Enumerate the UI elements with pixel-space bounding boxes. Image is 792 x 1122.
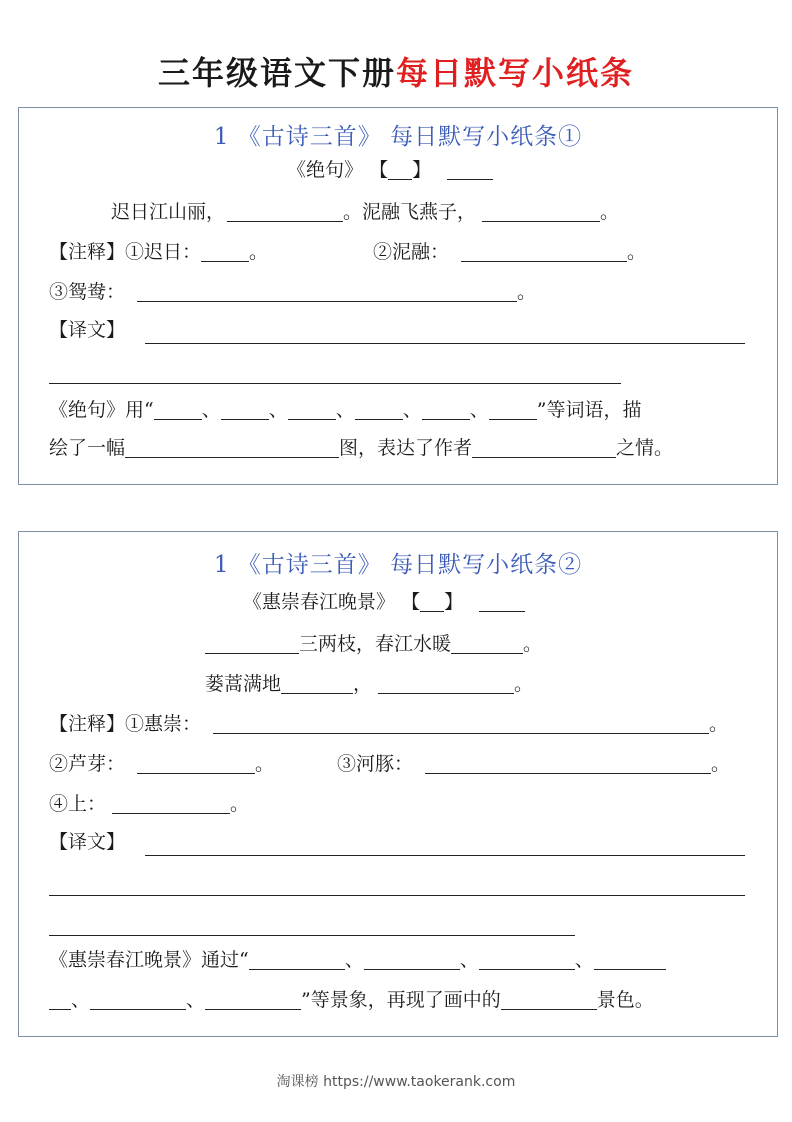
- card-2-note-4-line: [49, 792, 249, 816]
- card-2-note-3-period: 。: [711, 753, 731, 775]
- card-1-verse-period: 。: [600, 201, 620, 223]
- card-2-poem-title: 《惠崇春江晚景》: [243, 591, 396, 613]
- card-2-sep: 、: [459, 949, 479, 971]
- card-2-author-era-blank[interactable]: [420, 591, 444, 612]
- card-2-notes-line: [49, 712, 728, 736]
- card-1-note-3-blank[interactable]: [137, 281, 517, 302]
- card-2-scene-blank-2[interactable]: [364, 949, 460, 970]
- card-2-note-2-period: 。: [255, 753, 275, 775]
- card-2-note-3-blank[interactable]: [425, 753, 711, 774]
- card-1-notes-line: [49, 240, 268, 264]
- card-2-notes-label: 【注释】: [49, 713, 126, 735]
- card-1-translation-label: 【译文】: [49, 319, 126, 341]
- card-2-view-blank[interactable]: [501, 989, 597, 1010]
- card-1-note-1-period: 。: [249, 241, 269, 263]
- card-1-note-3-period: 。: [517, 281, 537, 303]
- card-2-note-3-line: [337, 752, 730, 776]
- card-2-note-3: ③河豚：: [337, 753, 414, 775]
- card-1-note-2-period: 。: [627, 241, 647, 263]
- card-2-sep: 、: [71, 989, 91, 1011]
- card-2-note-1-blank[interactable]: [213, 713, 709, 734]
- card-1-verse-b: 。泥融飞燕子，: [343, 201, 477, 223]
- card-1-word-blank-2[interactable]: [221, 399, 269, 420]
- card-2-sep: 、: [344, 949, 364, 971]
- card-2-author-blank[interactable]: [479, 591, 525, 612]
- footer-source: 淘课榜 https://www.taokerank.com: [276, 1074, 516, 1090]
- card-2-scene-blank-3[interactable]: [479, 949, 575, 970]
- card-2-scene-blank-1[interactable]: [249, 949, 345, 970]
- card-1-note-2-line: [373, 240, 646, 264]
- card-2-note-1: ①惠崇：: [125, 713, 202, 735]
- card-1-sep: 、: [402, 399, 422, 421]
- card-1-summary-e: 之情。: [616, 437, 674, 459]
- card-1-verse-line: [111, 200, 619, 224]
- card-2-note-2: ②芦芽：: [49, 753, 126, 775]
- card-2-verse-line-2: [205, 672, 533, 696]
- card-2-summary-c: 景色。: [596, 989, 654, 1011]
- card-1-word-blank-1[interactable]: [154, 399, 202, 420]
- card-1-sep: 、: [335, 399, 355, 421]
- card-1-author-blank[interactable]: [447, 159, 493, 180]
- card-2-scene-blank-5[interactable]: [90, 989, 186, 1010]
- card-2-verse-period-1: 。: [523, 633, 543, 655]
- card-2-verse-period-2: 。: [514, 673, 534, 695]
- card-1-summary-a: 《绝句》用“: [49, 399, 154, 421]
- card-1-summary-d: 图，表达了作者: [339, 437, 473, 459]
- card-1-picture-blank[interactable]: [125, 437, 339, 458]
- dictation-card-2: [18, 531, 778, 1037]
- card-1-verse-blank-1[interactable]: [227, 201, 343, 222]
- card-1-note-1-blank[interactable]: [201, 241, 249, 262]
- card-2-note-4-period: 。: [230, 793, 250, 815]
- card-2-scene-blank-6[interactable]: [205, 989, 301, 1010]
- card-2-bracket-close: 】: [444, 591, 464, 613]
- card-1-poem-title: 《绝句》: [287, 159, 364, 181]
- card-1-note-2: ②泥融：: [373, 241, 450, 263]
- card-2-verse-b: 蒌蒿满地: [205, 673, 282, 695]
- card-2-verse-comma: ，: [353, 673, 373, 695]
- card-1-verse-blank-2[interactable]: [482, 201, 600, 222]
- card-1-verse-a: 迟日江山丽，: [111, 201, 226, 223]
- card-2-sep: 、: [186, 989, 206, 1011]
- card-2-summary-line-1: [49, 948, 666, 972]
- card-2-note-2-blank[interactable]: [137, 753, 255, 774]
- card-1-word-blank-5[interactable]: [422, 399, 470, 420]
- card-2-title: 1 《古诗三首》 每日默写小纸条②: [213, 552, 583, 578]
- card-1-summary-line-2: [49, 436, 673, 460]
- card-2-bracket-open: 【: [401, 591, 421, 613]
- card-2-poem-title-line: [243, 590, 525, 614]
- page-title-red: 每日默写小纸条: [396, 54, 635, 92]
- card-2-verse-blank-1[interactable]: [205, 633, 299, 654]
- card-2-translation-label: 【译文】: [49, 831, 126, 853]
- card-1-feeling-blank[interactable]: [472, 437, 616, 458]
- card-2-scene-blank-4a[interactable]: [594, 949, 666, 970]
- card-1-bracket-close: 】: [412, 159, 432, 181]
- card-1-word-blank-6[interactable]: [489, 399, 537, 420]
- card-2-sep: 、: [574, 949, 594, 971]
- card-2-verse-blank-3[interactable]: [281, 673, 353, 694]
- card-1-word-blank-4[interactable]: [355, 399, 403, 420]
- card-2-verse-blank-2[interactable]: [451, 633, 523, 654]
- page-title: [0, 48, 792, 94]
- card-1-poem-title-line: [287, 158, 493, 182]
- card-2-summary-line-2: [49, 988, 654, 1012]
- card-1-bracket-open: 【: [369, 159, 389, 181]
- dictation-card-1: [18, 107, 778, 485]
- card-1-summary-c: 绘了一幅: [49, 437, 126, 459]
- card-1-sep: 、: [469, 399, 489, 421]
- card-1-sep: 、: [201, 399, 221, 421]
- card-2-verse-line-1: [205, 632, 542, 656]
- card-1-author-era-blank[interactable]: [388, 159, 412, 180]
- page-title-black: 三年级语文下册: [157, 54, 396, 92]
- card-1-title: 1 《古诗三首》 每日默写小纸条①: [213, 124, 583, 150]
- card-1-note-3-line: [49, 280, 536, 304]
- card-1-note-2-blank[interactable]: [461, 241, 627, 262]
- card-2-summary-a: 《惠崇春江晚景》通过“: [49, 949, 249, 971]
- card-1-notes-label: 【注释】: [49, 241, 126, 263]
- card-2-note-4: ④上：: [49, 793, 107, 815]
- card-1-translation-blank-2[interactable]: [49, 383, 621, 384]
- card-2-note-4-blank[interactable]: [112, 793, 230, 814]
- card-2-translation-blank-1[interactable]: [145, 855, 745, 856]
- card-1-word-blank-3[interactable]: [288, 399, 336, 420]
- card-1-note-1: ①迟日：: [125, 241, 202, 263]
- card-2-translation-blank-3[interactable]: [49, 935, 575, 936]
- card-1-sep: 、: [268, 399, 288, 421]
- card-2-note-2-line: [49, 752, 274, 776]
- card-1-translation-blank-1[interactable]: [145, 343, 745, 344]
- card-1-summary-line-1: [49, 398, 642, 422]
- card-2-verse-a: 三两枝，春江水暖: [299, 633, 452, 655]
- card-2-summary-b: ”等景象，再现了画中的: [301, 989, 501, 1011]
- card-2-verse-blank-4[interactable]: [378, 673, 514, 694]
- card-1-note-3: ③鸳鸯：: [49, 281, 126, 303]
- card-1-summary-b: ”等词语，描: [536, 399, 642, 421]
- card-2-scene-blank-4b[interactable]: [49, 989, 71, 1010]
- card-2-translation-blank-2[interactable]: [49, 895, 745, 896]
- card-2-note-1-period: 。: [709, 713, 729, 735]
